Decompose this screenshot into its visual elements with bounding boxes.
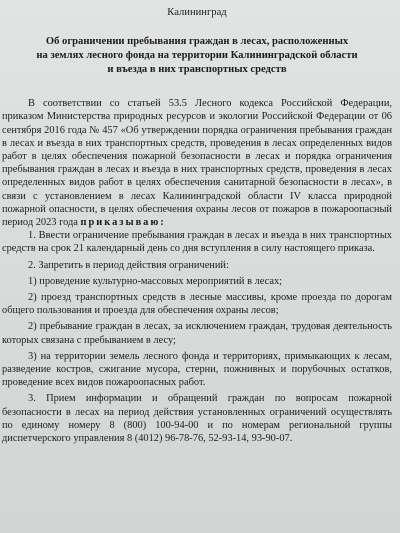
subitem-4-paragraph: 3) на территории земель лесного фонда и территориях, примыкающих к лесам, разведение костров, сжигание мусора, стерни, пожнивных и порубочных остатков, проведение всех видов пожароопасных работ. <box>2 350 392 389</box>
title-line-1: Об ограничении пребывания граждан в лесах, расположенных <box>45 36 349 48</box>
intro-text: В соответствии со статьей 53.5 Лесного кодекса Российской Федерации, приказом Министерства природных ресурсов и экологии Российской Федерации от 06 сентября 2016 года № 457 «Об утверждении порядка ограничения пребывания граждан в лесах и въезда в них транспортных средств, проведения в лесах определенных видов работ в целях обеспечения пожарной безопасности в лесах и порядка ограничения пребывания граждан в лесах и въезда в них транспортных средств, проведения в лесах определенных видов работ в целях обеспечения санитарной безопасности в лесах», в связи с установлением в лесах Калининградской области IV класса природной пожарной опасности, в целях обеспечения охраны лесов от пожаров в пожароопасный период 2023 года <box>2 98 392 229</box>
document-city: Калининград <box>167 7 227 18</box>
subitem-3-paragraph: 2) пребывание граждан в лесах, за исключением граждан, трудовая деятельность которых связана с пребыванием в лесу; <box>2 321 392 346</box>
item-3-paragraph: 3. Прием информации и обращений граждан по вопросам пожарной безопасности в лесах на период действия установленных ограничений осуществлять по единому номеру 8 (800) 100-94-00 и по номерам региональной группы диспетчерского управления 8 (4012) 96-78-76, 52-93-14, 93-90-07. <box>2 393 392 445</box>
title-line-2: на землях лесного фонда на территории Калининградской области <box>36 50 358 62</box>
subitem-2-paragraph: 2) проезд транспортных средств в лесные массивы, кроме проезда по дорогам общего пользования и проезда для обеспечения охраны лесов; <box>2 292 392 317</box>
intro-paragraph <box>2 97 392 229</box>
title-line-3: и въезда в них транспортных средств <box>107 64 287 76</box>
order-word: приказываю: <box>80 217 166 229</box>
item-1-paragraph: 1. Ввести ограничение пребывания граждан в лесах и въезда в них транспортных средств на срок 21 календарный день со дня вступления в силу настоящего приказа. <box>2 230 392 255</box>
item-2-paragraph: 2. Запретить в период действия ограничений: <box>28 259 229 271</box>
document-title <box>2 35 392 77</box>
subitem-1-paragraph: 1) проведение культурно-массовых мероприятий в лесах; <box>28 275 283 287</box>
